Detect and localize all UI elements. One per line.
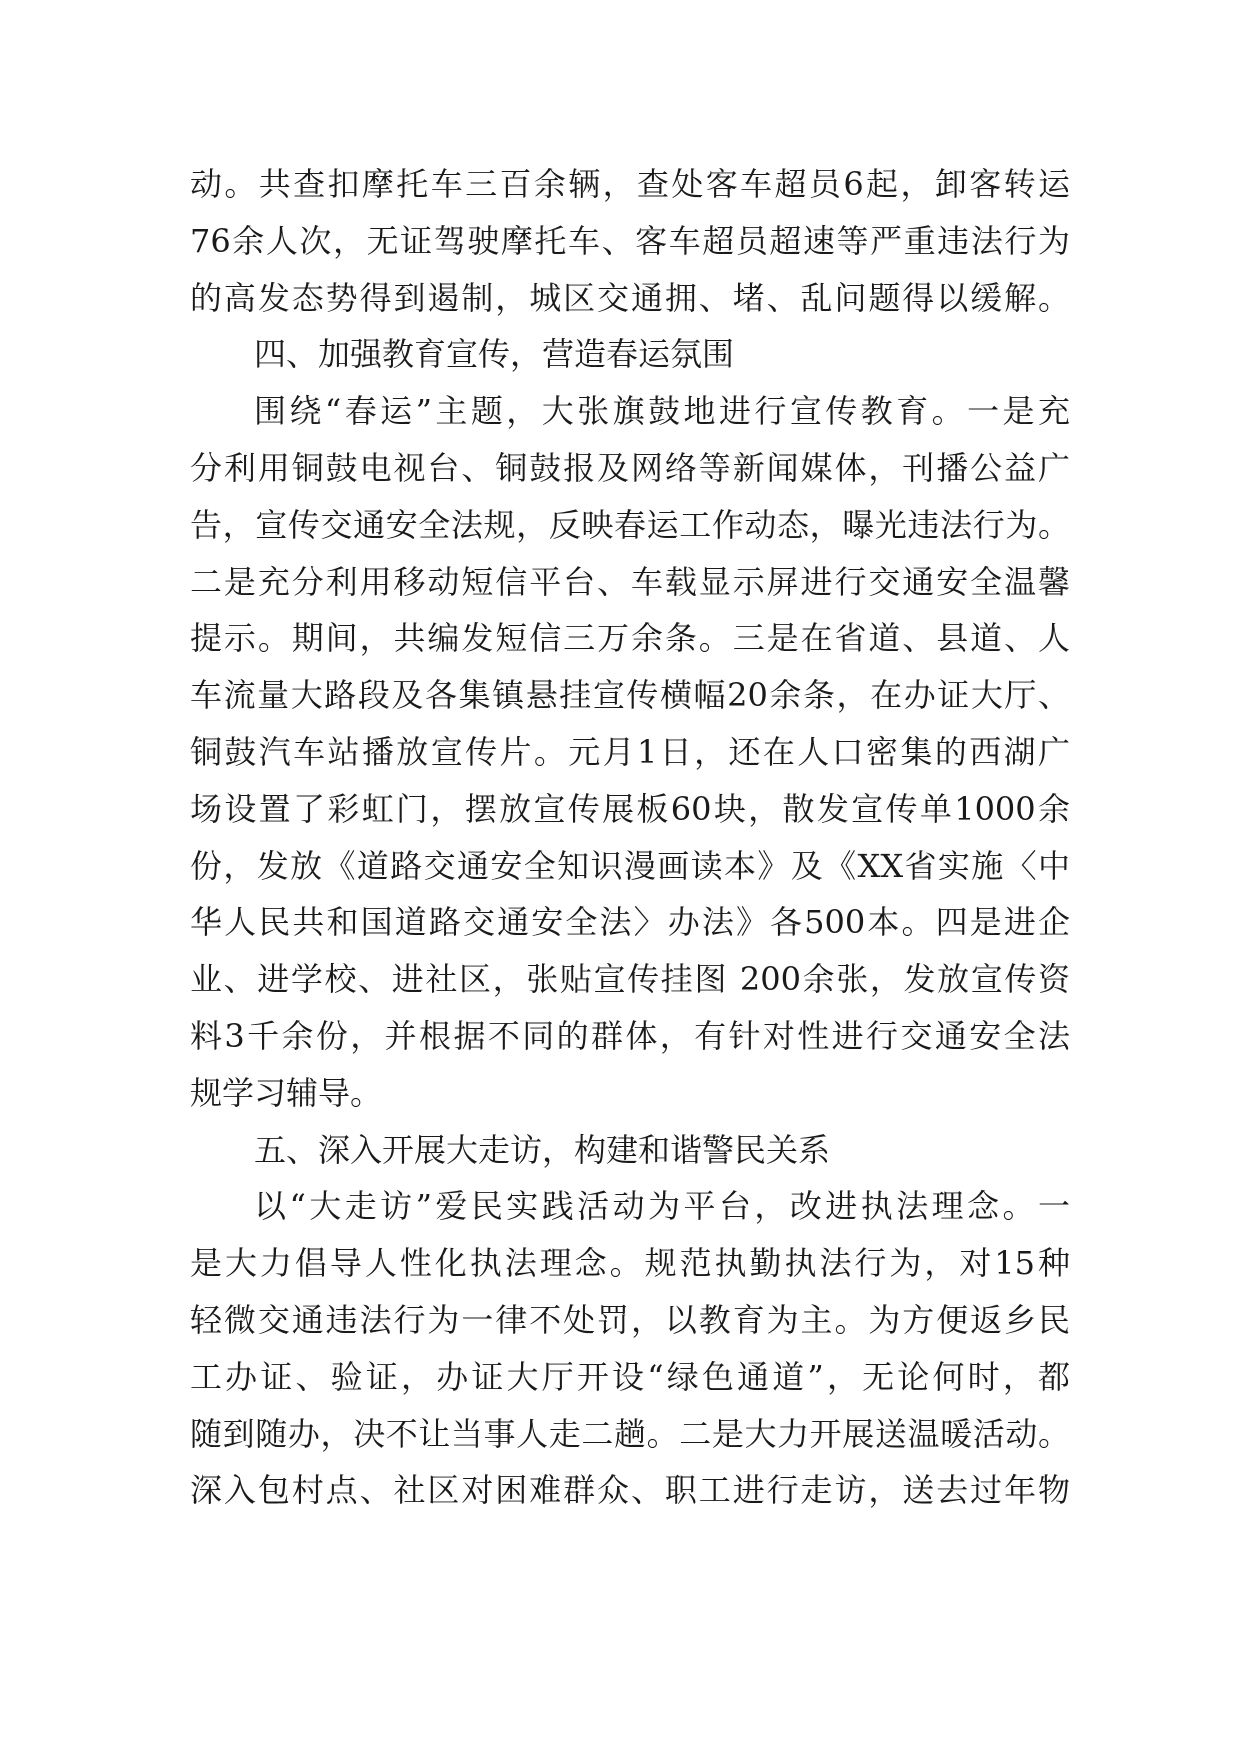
text-line: 以“大走访”爱民实践活动为平台，改进执法理念。一 (254, 1187, 1070, 1226)
text-line: 份，发放《道路交通安全知识漫画读本》及《XX省实施〈中 (190, 846, 1070, 885)
text-line: 车流量大路段及各集镇悬挂宣传横幅20余条，在办证大厅、 (190, 676, 1070, 715)
text-line: 深入包村点、社区对困难群众、职工进行走访，送去过年物 (190, 1471, 1070, 1510)
text-line: 华人民共和国道路交通安全法〉办法》各500本。四是进企 (190, 903, 1070, 942)
text-line: 提示。期间，共编发短信三万余条。三是在省道、县道、人 (190, 619, 1070, 658)
text-line: 动。共查扣摩托车三百余辆，查处客车超员6起，卸客转运 (190, 165, 1070, 203)
text-line: 是大力倡导人性化执法理念。规范执勤执法行为，对15种 (190, 1244, 1070, 1283)
text-line: 分利用铜鼓电视台、铜鼓报及网络等新闻媒体，刊播公益广 (190, 448, 1070, 487)
section-heading: 五、深入开展大走访，构建和谐警民关系 (254, 1130, 831, 1169)
text-line: 随到随办，决不让当事人走二趟。二是大力开展送温暖活动。 (190, 1414, 1070, 1453)
text-line: 的高发态势得到遏制，城区交通拥、堵、乱问题得以缓解。 (190, 278, 1070, 317)
text-line: 规学习辅导。 (190, 1073, 383, 1112)
text-line: 场设置了彩虹门，摆放宣传展板60块，散发宣传单1000余 (190, 789, 1070, 828)
section-heading: 四、加强教育宣传，营造春运氛围 (254, 335, 735, 374)
body-text (190, 156, 1070, 1519)
text-line: 轻微交通违法行为一律不处罚，以教育为主。为方便返乡民 (190, 1300, 1070, 1339)
text-line: 76余人次，无证驾驶摩托车、客车超员超速等严重违法行为 (190, 221, 1070, 260)
text-line: 料3千余份，并根据不同的群体，有针对性进行交通安全法 (190, 1016, 1070, 1055)
text-line: 工办证、验证，办证大厅开设“绿色通道”，无论何时，都 (190, 1357, 1070, 1396)
text-line: 二是充分利用移动短信平台、车载显示屏进行交通安全温馨 (190, 562, 1070, 601)
text-line: 铜鼓汽车站播放宣传片。元月1日，还在人口密集的西湖广 (190, 732, 1070, 771)
text-line: 告，宣传交通安全法规，反映春运工作动态，曝光违法行为。 (190, 505, 1070, 544)
text-line: 围绕“春运”主题，大张旗鼓地进行宣传教育。一是充 (254, 392, 1070, 431)
text-line: 业、进学校、进社区，张贴宣传挂图 200余张，发放宣传资 (190, 960, 1070, 999)
